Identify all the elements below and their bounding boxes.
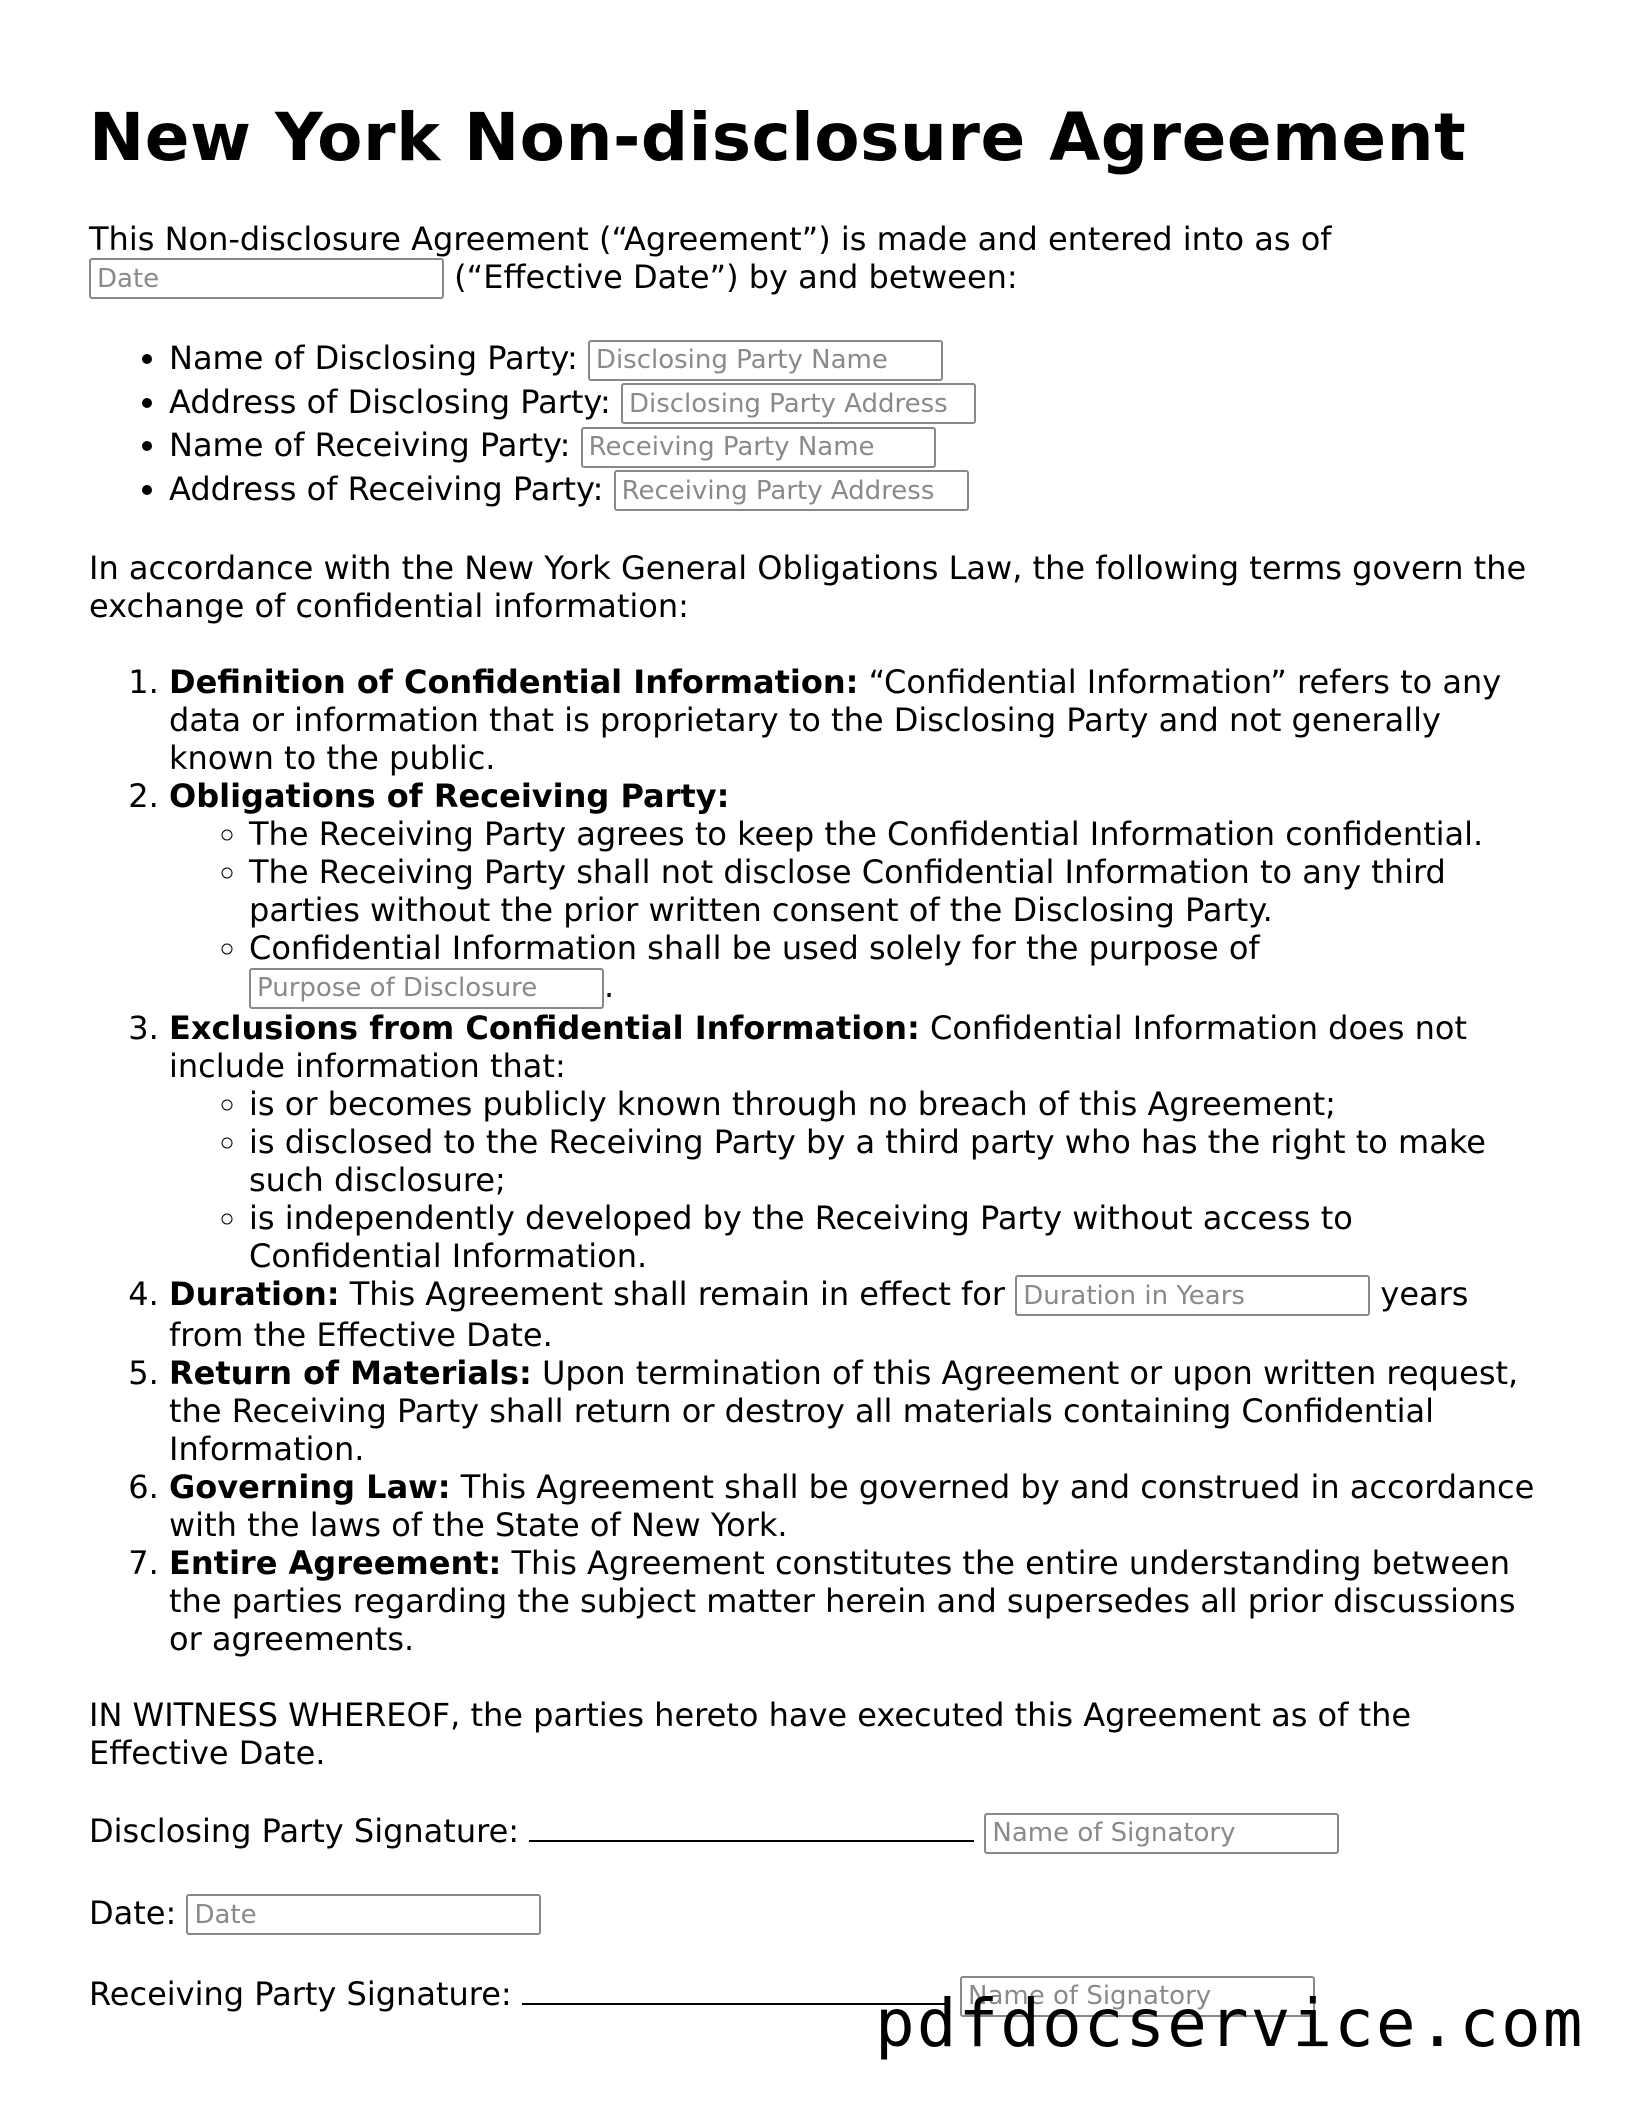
purpose-of-disclosure-field[interactable] [249, 968, 604, 1009]
term-body: This Agreement shall remain in effect for [339, 1274, 1006, 1313]
field-label: Name of Disclosing Party: [169, 339, 578, 378]
term-heading: Definition of Confidential Information: [169, 663, 859, 702]
term-body-after: years from the Effective Date. [169, 1274, 1469, 1355]
list-item [169, 424, 1539, 468]
disclosing-party-name-field[interactable] [588, 340, 943, 381]
signature-label: Receiving Party Signature: [89, 1975, 512, 2014]
sub-item-text: Confidential Information shall be used solely for the purpose of [249, 929, 1260, 968]
watermark: pdfdocservice.com [875, 1985, 1585, 2062]
sub-item: ◦ is or becomes publicly known through no breach of this Agreement; [249, 1085, 1539, 1123]
term-body: This Agreement constitutes the entire understanding between the parties regarding the subject matter herein and supersedes all prior discussions or agreements. [169, 1544, 1516, 1659]
term-item [169, 777, 1539, 1009]
intro-text: This Non-disclosure Agreement (“Agreement”) is made and entered into as of [89, 219, 1332, 258]
sub-item: ◦ is disclosed to the Receiving Party by a third party who has the right to make such disclosure; [249, 1123, 1539, 1199]
field-label: Name of Receiving Party: [169, 426, 571, 465]
disclosing-signature-row [89, 1810, 1539, 1854]
receiving-party-address-field[interactable] [614, 470, 969, 511]
term-heading: Entire Agreement: [169, 1544, 502, 1583]
terms-list [89, 663, 1539, 1658]
term-body: “Confidential Information” refers to any data or information that is proprietary to the Disclosing Party and not generally known to the public. [169, 663, 1502, 778]
page-title: New York Non-disclosure Agreement [89, 99, 1467, 176]
term-body: Upon termination of this Agreement or upon written request, the Receiving Party shall return or destroy all materials containing Confidential Information. [169, 1354, 1519, 1469]
intro-text-after: (“Effective Date”) by and between: [454, 257, 1018, 296]
disclosing-party-address-field[interactable] [621, 383, 976, 424]
signature-date-row [89, 1892, 1539, 1936]
signature-line[interactable] [529, 1810, 974, 1842]
list-item [169, 337, 1539, 381]
sub-item: ◦ is independently developed by the Receiving Party without access to Confidential Information. [249, 1199, 1539, 1275]
term-item [169, 1275, 1539, 1355]
document-page [89, 100, 1539, 2017]
period: . [604, 967, 615, 1006]
sub-list [169, 815, 1539, 1009]
term-heading: Governing Law: [169, 1468, 451, 1507]
witness-paragraph: IN WITNESS WHEREOF, the parties hereto have executed this Agreement as of the Effective Date. [89, 1696, 1412, 1773]
receiving-party-name-field[interactable] [581, 427, 936, 468]
term-item [169, 1468, 1539, 1544]
term-item [169, 1009, 1539, 1275]
signature-date-field[interactable] [186, 1894, 541, 1935]
sub-list [169, 1085, 1539, 1275]
disclosing-signatory-name-field[interactable] [984, 1813, 1339, 1854]
term-heading: Return of Materials: [169, 1354, 532, 1393]
field-label: Address of Receiving Party: [169, 469, 604, 508]
parties-list [89, 337, 1539, 511]
signature-label: Disclosing Party Signature: [89, 1812, 520, 1851]
term-body: Confidential Information does not include information that: [169, 1008, 1467, 1085]
sub-item [249, 929, 1539, 1009]
term-item [169, 1544, 1539, 1658]
sub-item: ◦ The Receiving Party shall not disclose Confidential Information to any third parties without the prior written consent of the Disclosing Party. [249, 853, 1539, 929]
governing-intro: In accordance with the New York General Obligations Law, the following terms govern the exchange of confidential information: [89, 549, 1527, 626]
intro-paragraph [89, 220, 1539, 300]
field-label: Address of Disclosing Party: [169, 382, 611, 421]
term-heading: Duration: [169, 1274, 340, 1313]
term-item [169, 1354, 1539, 1468]
list-item [169, 381, 1539, 425]
duration-years-field[interactable] [1015, 1275, 1370, 1316]
date-label: Date: [89, 1893, 177, 1932]
term-heading: Exclusions from Confidential Information: [169, 1008, 920, 1047]
sub-item: ◦ The Receiving Party agrees to keep the Confidential Information confidential. [249, 815, 1539, 853]
term-body: This Agreement shall be governed by and construed in accordance with the laws of the State of New York. [169, 1468, 1535, 1545]
term-item [169, 663, 1539, 777]
term-heading: Obligations of Receiving Party: [169, 777, 730, 816]
list-item [169, 468, 1539, 512]
effective-date-field[interactable] [89, 258, 444, 299]
